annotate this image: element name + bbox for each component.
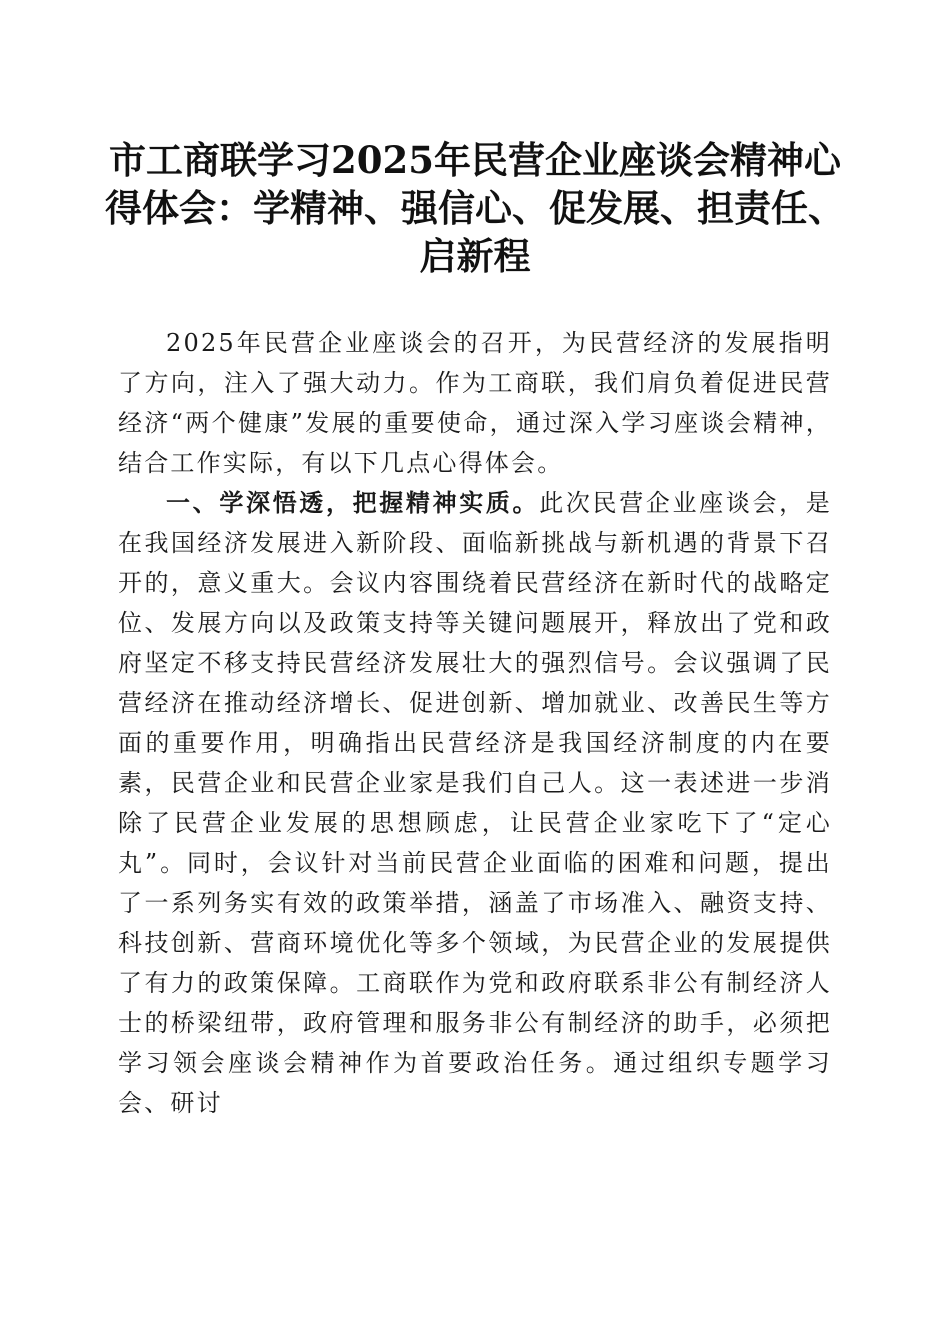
intro-paragraph	[118, 323, 832, 483]
document-body	[118, 323, 832, 1123]
section-one-paragraph	[118, 483, 832, 1123]
section-one-text: 此次民营企业座谈会，是在我国经济发展进入新阶段、面临新挑战与新机遇的背景下召开的，意义重大。会议内容围绕着民营经济在新时代的战略定位、发展方向以及政策支持等关键问题展开，释放出了党和政府坚定不移支持民营经济发展壮大的强烈信号。会议强调了民营经济在推动经济增长、促进创新、增加就业、改善民生等方面的重要作用，明确指出民营经济是我国经济制度的内在要素，民营企业和民营企业家是我们自己人。这一表述进一步消除了民营企业发展的思想顾虑，让民营企业家吃下了“定心丸”。同时，会议针对当前民营企业面临的困难和问题，提出了一系列务实有效的政策举措，涵盖了市场准入、融资支持、科技创新、营商环境优化等多个领域，为民营企业的发展提供了有力的政策保障。工商联作为党和政府联系非公有制经济人士的桥梁纽带，政府管理和服务非公有制经济的助手，必须把学习领会座谈会精神作为首要政治任务。通过组织专题学习会、研讨	[118, 489, 832, 1117]
intro-paragraph-text: 2025年民营企业座谈会的召开，为民营经济的发展指明了方向，注入了强大动力。作为工商联，我们肩负着促进民营经济“两个健康”发展的重要使命，通过深入学习座谈会精神，结合工作实际，有以下几点心得体会。	[118, 329, 832, 477]
document-title: 市工商联学习2025年民营企业座谈会精神心得体会：学精神、强信心、促发展、担责任、启新程	[105, 138, 845, 278]
section-one-heading: 一、学深悟透，把握精神实质。	[166, 489, 540, 517]
